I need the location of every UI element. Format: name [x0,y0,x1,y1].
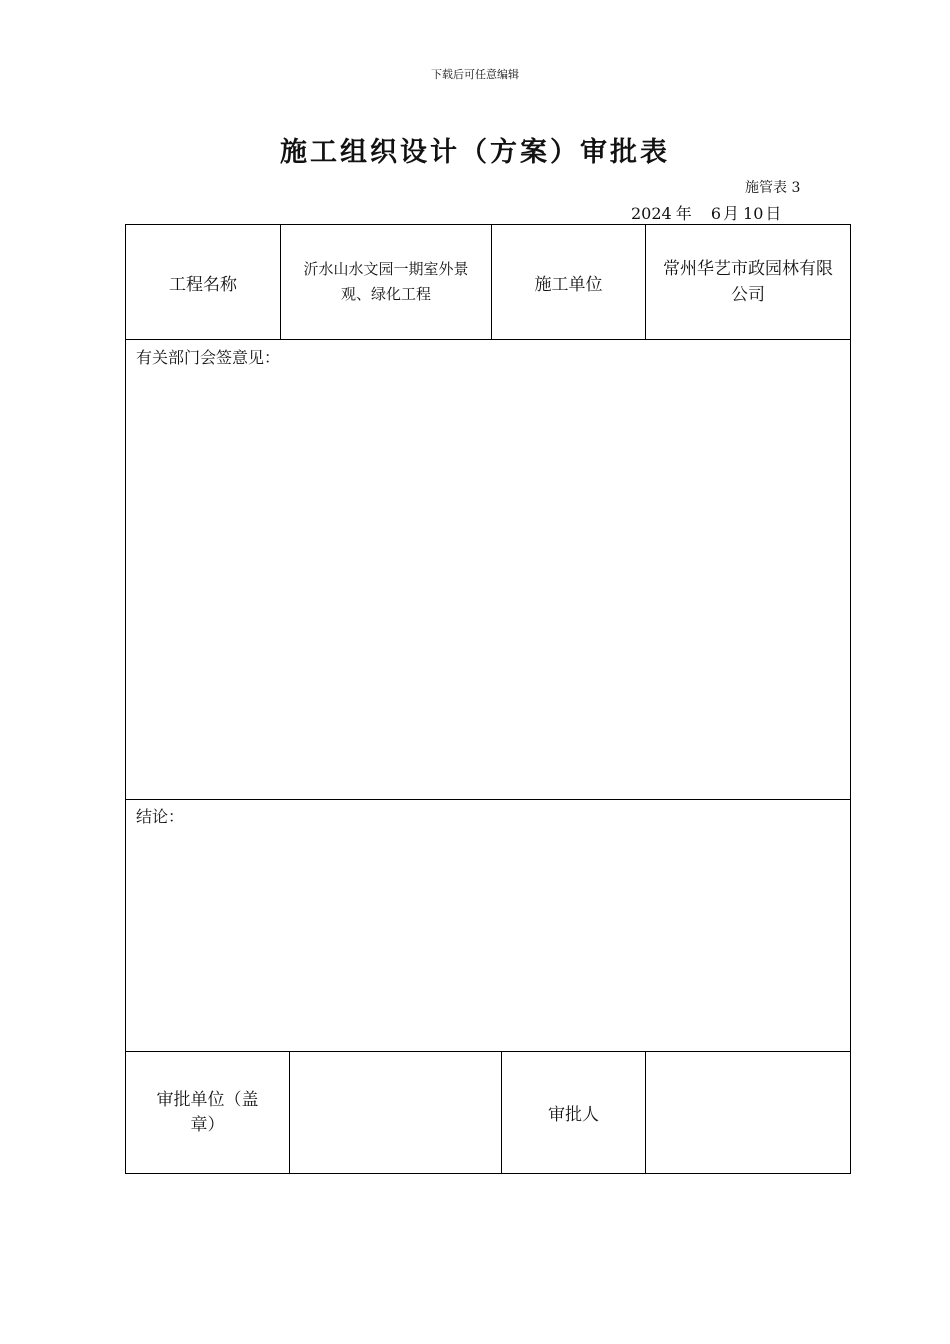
date-line [631,201,781,224]
conclusion-area[interactable] [126,830,850,1050]
date-month-unit: 月 [723,204,740,223]
date-month: 6 [710,204,722,223]
opinions-label: 有关部门会签意见： [136,348,281,367]
date-day-unit: 日 [765,204,782,223]
project-name-label: 工程名称 [169,274,237,295]
page-title: 施工组织设计（方案）审批表 [280,137,670,168]
construction-unit-value: 常州华艺市政园林有限公司 [663,259,833,305]
project-name-value: 沂水山水文园一期室外景观、绿化工程 [303,260,469,303]
construction-unit-label: 施工单位 [534,274,603,295]
row-divider [125,799,851,800]
approver-label: 审批人 [548,1105,599,1125]
opinions-area[interactable] [126,370,850,798]
form-code: 施管表 3 [745,180,801,196]
date-year-unit: 年 [675,204,692,223]
approver-field[interactable] [646,1052,850,1173]
row-divider [125,339,851,340]
conclusion-label: 结论： [136,807,185,826]
date-year: 2024 [631,204,672,223]
date-day: 10 [743,204,764,223]
approval-unit-field[interactable] [290,1052,501,1173]
approval-unit-label: 审批单位（盖章） [156,1089,259,1135]
header-note: 下载后可任意编辑 [431,68,519,81]
